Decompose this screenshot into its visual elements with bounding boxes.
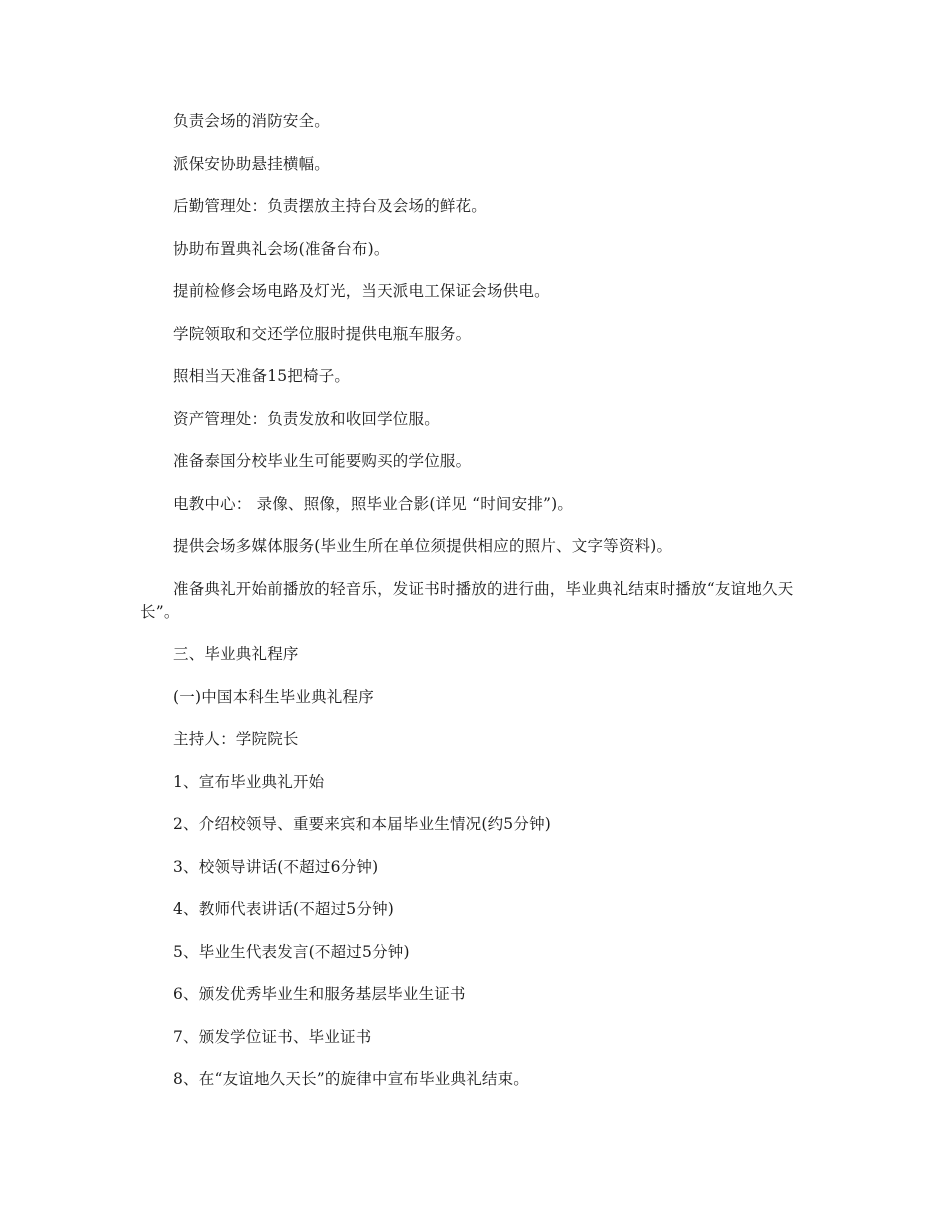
paragraph-venue-setup: 协助布置典礼会场(准备台布)。 [173,239,390,258]
paragraph-logistics: 后勤管理处：负责摆放主持台及会场的鲜花。 [173,197,488,215]
paragraph-multimedia: 提供会场多媒体服务(毕业生所在单位须提供相应的照片、文字等资料)。 [173,537,673,555]
document-body [140,110,800,1111]
paragraph-fire-safety: 负责会场的消防安全。 [173,112,331,130]
list-item: 4、教师代表讲话(不超过5分钟) [173,900,395,918]
list-item: 7、颁发学位证书、毕业证书 [173,1027,372,1046]
paragraph-banner: 派保安协助悬挂横幅。 [173,154,331,173]
paragraph-host: 主持人：学院院长 [173,730,299,748]
paragraph-shuttle: 学院领取和交还学位服时提供电瓶车服务。 [173,324,472,343]
list-item: 8、在“友谊地久天长”的旋律中宣布毕业典礼结束。 [173,1070,530,1088]
paragraph-chairs: 照相当天准备15把椅子。 [173,367,351,385]
subsection-heading: (一)中国本科生毕业典礼程序 [173,687,374,706]
list-item: 2、介绍校领导、重要来宾和本届毕业生情况(约5分钟) [173,815,552,833]
section-heading-procedure: 三、毕业典礼程序 [173,645,299,663]
list-item: 5、毕业生代表发言(不超过5分钟) [173,942,410,961]
paragraph-gowns: 准备泰国分校毕业生可能要购买的学位服。 [173,452,472,470]
list-item: 6、颁发优秀毕业生和服务基层毕业生证书 [173,985,466,1003]
paragraph-assets: 资产管理处：负责发放和收回学位服。 [173,409,440,428]
list-item: 3、校领导讲话(不超过6分钟) [173,857,379,876]
paragraph-music: 准备典礼开始前播放的轻音乐，发证书时播放的进行曲，毕业典礼结束时播放“友谊地久天长”。 [140,579,794,621]
paragraph-power: 提前检修会场电路及灯光，当天派电工保证会场供电。 [173,282,550,300]
paragraph-av-center: 电教中心： 录像、照像，照毕业合影(详见 “时间安排”)。 [173,494,574,513]
list-item: 1、宣布毕业典礼开始 [173,772,325,791]
